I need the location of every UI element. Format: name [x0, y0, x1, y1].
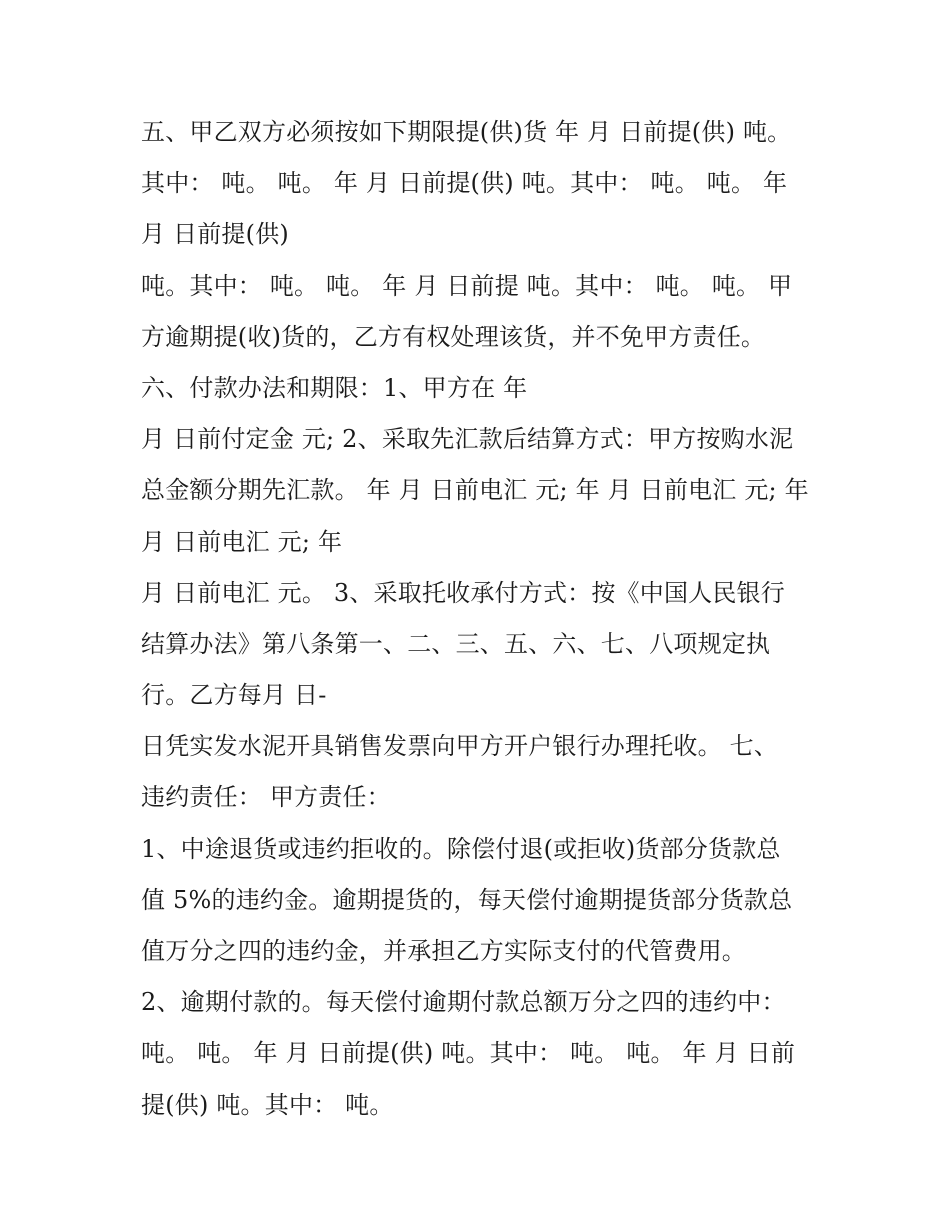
text-line: 六、付款办法和期限：1、甲方在 年: [141, 373, 528, 402]
text-line: 月 日前提(供): [141, 220, 289, 249]
text-line: 总金额分期先汇款。 年 月 日前电汇 元; 年 月 日前电汇 元; 年: [141, 476, 809, 505]
text-line: 值 5%的违约金。逾期提货的，每天偿付逾期提货部分货款总: [141, 885, 793, 914]
text-line: 行。乙方每月 日-: [141, 681, 327, 710]
text-line: 吨。其中： 吨。 吨。 年 月 日前提 吨。其中： 吨。 吨。 甲: [141, 271, 793, 300]
text-line: 吨。 吨。 年 月 日前提(供) 吨。其中： 吨。 吨。 年 月 日前: [141, 1039, 796, 1068]
text-line: 日凭实发水泥开具销售发票向甲方开户银行办理托收。 七、: [141, 732, 779, 761]
text-line: 值万分之四的违约金，并承担乙方实际支付的代管费用。: [141, 937, 746, 965]
text-line: 月 日前电汇 元; 年: [141, 527, 343, 556]
text-line: 违约责任： 甲方责任：: [141, 783, 391, 812]
text-line: 1、中途退货或违约拒收的。除偿付退(或拒收)货部分货款总: [141, 834, 781, 863]
text-line: 月 日前付定金 元; 2、采取先汇款后结算方式：甲方按购水泥: [141, 425, 794, 454]
text-line: 提(供) 吨。其中： 吨。: [141, 1090, 394, 1119]
text-line: 结算办法》第八条第一、二、三、五、六、七、八项规定执: [141, 629, 771, 658]
text-line: 方逾期提(收)货的，乙方有权处理该货，并不免甲方责任。: [141, 322, 766, 351]
text-line: 其中： 吨。 吨。 年 月 日前提(供) 吨。其中： 吨。 吨。 年: [141, 169, 788, 198]
text-line: 月 日前电汇 元。 3、采取托收承付方式：按《中国人民银行: [141, 578, 785, 607]
text-line: 五、甲乙双方必须按如下期限提(供)货 年 月 日前提(供) 吨。: [141, 118, 792, 146]
body-text: [141, 107, 821, 1131]
text-line: 2、逾期付款的。每天偿付逾期付款总额万分之四的违约中：: [141, 988, 786, 1017]
